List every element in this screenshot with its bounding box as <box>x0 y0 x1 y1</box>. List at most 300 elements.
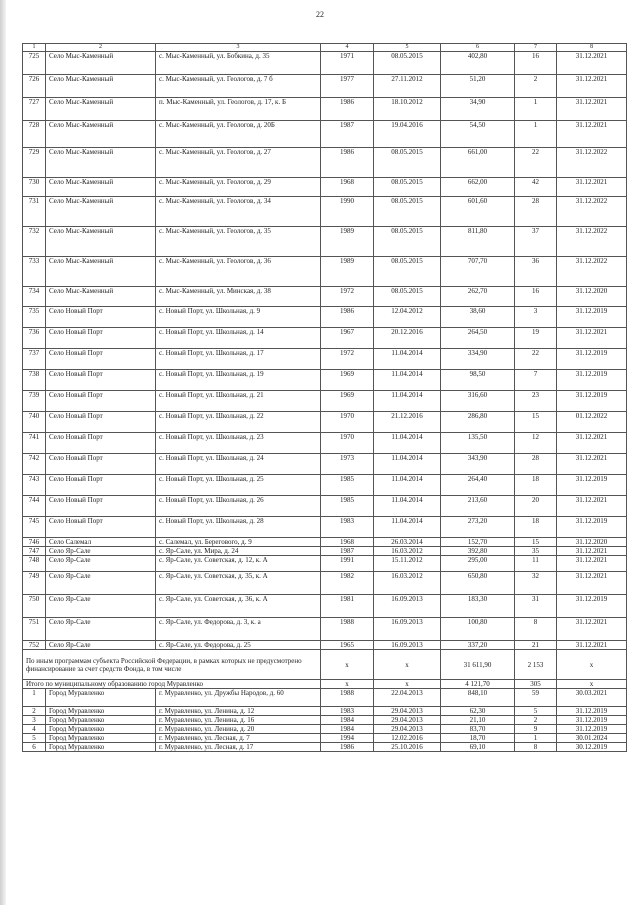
area-cell: 316,60 <box>441 391 515 412</box>
table-row <box>23 121 627 148</box>
table-row <box>23 641 627 650</box>
address-cell: с. Яр-Сале, ул. Советская, д. 12, к. А <box>156 556 321 572</box>
people-cell: 16 <box>515 52 557 75</box>
area-cell: 18,70 <box>441 734 515 743</box>
table-row <box>23 547 627 556</box>
date-cell: 16.03.2012 <box>374 547 441 556</box>
deadline-cell: 31.12.2021 <box>557 618 627 641</box>
settlement-cell: Город Муравленко <box>46 734 156 743</box>
table-row <box>23 743 627 752</box>
people-cell: 22 <box>515 148 557 178</box>
address-cell: г. Муравленко, ул. Ленина, д. 20 <box>156 725 321 734</box>
table-row <box>23 328 627 349</box>
deadline-cell: 31.12.2021 <box>557 178 627 197</box>
area-cell: 661,00 <box>441 148 515 178</box>
year-cell: 1985 <box>321 496 374 517</box>
people-cell: 2 <box>515 716 557 725</box>
people-cell: 3 <box>515 307 557 328</box>
settlement-cell: Село Новый Порт <box>46 328 156 349</box>
row-number: 727 <box>23 98 46 121</box>
year-cell: 1968 <box>321 538 374 547</box>
total-label: Итого по муниципальному образованию город Муравленко <box>23 680 321 689</box>
total-cell: x <box>557 680 627 689</box>
address-cell: с. Яр-Сале, ул. Мира, д. 24 <box>156 547 321 556</box>
table-row <box>23 517 627 538</box>
total-cell: x <box>374 650 441 680</box>
date-cell: 19.04.2016 <box>374 121 441 148</box>
area-cell: 273,20 <box>441 517 515 538</box>
total-cell: x <box>557 650 627 680</box>
deadline-cell: 31.12.2019 <box>557 475 627 496</box>
row-number: 740 <box>23 412 46 433</box>
address-cell: с. Новый Порт, ул. Школьная, д. 28 <box>156 517 321 538</box>
address-cell: с. Новый Порт, ул. Школьная, д. 19 <box>156 370 321 391</box>
address-cell: с. Мыс-Каменный, ул. Геологов, д. 34 <box>156 197 321 227</box>
row-number: 733 <box>23 257 46 287</box>
year-cell: 1967 <box>321 328 374 349</box>
people-cell: 18 <box>515 475 557 496</box>
area-cell: 54,50 <box>441 121 515 148</box>
table-row <box>23 538 627 547</box>
year-cell: 1965 <box>321 641 374 650</box>
table-body <box>23 44 627 752</box>
people-cell: 16 <box>515 287 557 307</box>
settlement-cell: Село Мыс-Каменный <box>46 98 156 121</box>
people-cell: 15 <box>515 538 557 547</box>
area-cell: 98,50 <box>441 370 515 391</box>
year-cell: 1987 <box>321 121 374 148</box>
area-cell: 83,70 <box>441 725 515 734</box>
address-cell: с. Яр-Сале, ул. Советская, д. 35, к. А <box>156 572 321 595</box>
people-cell: 9 <box>515 725 557 734</box>
date-cell: 12.04.2012 <box>374 307 441 328</box>
year-cell: 1988 <box>321 618 374 641</box>
deadline-cell: 31.12.2022 <box>557 148 627 178</box>
year-cell: 1986 <box>321 307 374 328</box>
address-cell: с. Салемал, ул. Берегового, д. 9 <box>156 538 321 547</box>
people-cell: 15 <box>515 412 557 433</box>
area-cell: 334,90 <box>441 349 515 370</box>
table-row <box>23 370 627 391</box>
area-cell: 262,70 <box>441 287 515 307</box>
date-cell: 11.04.2014 <box>374 349 441 370</box>
people-cell: 1 <box>515 121 557 148</box>
year-cell: 1977 <box>321 75 374 98</box>
date-cell: 08.05.2015 <box>374 257 441 287</box>
area-cell: 135,50 <box>441 433 515 454</box>
address-cell: с. Мыс-Каменный, ул. Бобкина, д. 35 <box>156 52 321 75</box>
table-row <box>23 257 627 287</box>
year-cell: 1973 <box>321 454 374 475</box>
year-cell: 1988 <box>321 689 374 707</box>
settlement-cell: Город Муравленко <box>46 689 156 707</box>
total-area: 31 611,90 <box>441 650 515 680</box>
table-row <box>23 287 627 307</box>
address-cell: г. Муравленко, ул. Лесная, д. 17 <box>156 743 321 752</box>
address-cell: с. Новый Порт, ул. Школьная, д. 26 <box>156 496 321 517</box>
year-cell: 1989 <box>321 227 374 257</box>
date-cell: 12.02.2016 <box>374 734 441 743</box>
deadline-cell: 31.12.2019 <box>557 707 627 716</box>
year-cell: 1989 <box>321 257 374 287</box>
year-cell: 1985 <box>321 475 374 496</box>
deadline-cell: 31.12.2021 <box>557 641 627 650</box>
address-cell: с. Мыс-Каменный, ул. Геологов, д. 20Б <box>156 121 321 148</box>
row-number: 741 <box>23 433 46 454</box>
people-cell: 28 <box>515 197 557 227</box>
deadline-cell: 31.12.2021 <box>557 547 627 556</box>
address-cell: г. Муравленко, ул. Дружбы Народов, д. 60 <box>156 689 321 707</box>
row-number: 752 <box>23 641 46 650</box>
col-header: 5 <box>374 44 441 52</box>
people-cell: 11 <box>515 556 557 572</box>
settlement-cell: Село Новый Порт <box>46 349 156 370</box>
address-cell: с. Новый Порт, ул. Школьная, д. 21 <box>156 391 321 412</box>
people-cell: 19 <box>515 328 557 349</box>
deadline-cell: 31.12.2019 <box>557 307 627 328</box>
address-cell: с. Мыс-Каменный, ул. Геологов, д. 36 <box>156 257 321 287</box>
table-row <box>23 689 627 707</box>
row-number: 3 <box>23 716 46 725</box>
table-row <box>23 725 627 734</box>
date-cell: 21.12.2016 <box>374 412 441 433</box>
total-cell: x <box>374 680 441 689</box>
deadline-cell: 31.12.2021 <box>557 121 627 148</box>
year-cell: 1970 <box>321 433 374 454</box>
settlement-cell: Село Яр-Сале <box>46 547 156 556</box>
date-cell: 27.11.2012 <box>374 75 441 98</box>
settlement-cell: Село Новый Порт <box>46 370 156 391</box>
row-number: 2 <box>23 707 46 716</box>
date-cell: 11.04.2014 <box>374 475 441 496</box>
table-row <box>23 454 627 475</box>
area-cell: 343,90 <box>441 454 515 475</box>
area-cell: 848,10 <box>441 689 515 707</box>
area-cell: 264,50 <box>441 328 515 349</box>
row-number: 4 <box>23 725 46 734</box>
col-header: 3 <box>156 44 321 52</box>
col-header: 7 <box>515 44 557 52</box>
address-cell: с. Новый Порт, ул. Школьная, д. 22 <box>156 412 321 433</box>
deadline-cell: 31.12.2021 <box>557 433 627 454</box>
table-row <box>23 52 627 75</box>
people-cell: 1 <box>515 734 557 743</box>
table-row <box>23 734 627 743</box>
settlement-cell: Село Новый Порт <box>46 496 156 517</box>
address-cell: с. Новый Порт, ул. Школьная, д. 23 <box>156 433 321 454</box>
date-cell: 15.11.2012 <box>374 556 441 572</box>
deadline-cell: 31.12.2019 <box>557 391 627 412</box>
settlement-cell: Город Муравленко <box>46 743 156 752</box>
people-cell: 59 <box>515 689 557 707</box>
row-number: 751 <box>23 618 46 641</box>
area-cell: 650,80 <box>441 572 515 595</box>
table-row <box>23 572 627 595</box>
date-cell: 22.04.2013 <box>374 689 441 707</box>
total-people: 305 <box>515 680 557 689</box>
settlement-cell: Село Мыс-Каменный <box>46 227 156 257</box>
area-cell: 38,60 <box>441 307 515 328</box>
date-cell: 25.10.2016 <box>374 743 441 752</box>
date-cell: 11.04.2014 <box>374 454 441 475</box>
deadline-cell: 30.12.2019 <box>557 743 627 752</box>
year-cell: 1970 <box>321 412 374 433</box>
area-cell: 69,10 <box>441 743 515 752</box>
year-cell: 1986 <box>321 98 374 121</box>
people-cell: 23 <box>515 391 557 412</box>
date-cell: 08.05.2015 <box>374 148 441 178</box>
area-cell: 337,20 <box>441 641 515 650</box>
people-cell: 18 <box>515 517 557 538</box>
row-number: 750 <box>23 595 46 618</box>
year-cell: 1994 <box>321 734 374 743</box>
date-cell: 29.04.2013 <box>374 707 441 716</box>
people-cell: 8 <box>515 743 557 752</box>
area-cell: 51,20 <box>441 75 515 98</box>
settlement-cell: Село Новый Порт <box>46 475 156 496</box>
address-cell: с. Новый Порт, ул. Школьная, д. 9 <box>156 307 321 328</box>
deadline-cell: 31.12.2019 <box>557 349 627 370</box>
table-row <box>23 595 627 618</box>
row-number: 748 <box>23 556 46 572</box>
col-header: 1 <box>23 44 46 52</box>
date-cell: 08.05.2015 <box>374 227 441 257</box>
area-cell: 264,40 <box>441 475 515 496</box>
address-cell: с. Новый Порт, ул. Школьная, д. 14 <box>156 328 321 349</box>
people-cell: 7 <box>515 370 557 391</box>
year-cell: 1983 <box>321 707 374 716</box>
deadline-cell: 31.12.2019 <box>557 517 627 538</box>
date-cell: 18.10.2012 <box>374 98 441 121</box>
row-number: 742 <box>23 454 46 475</box>
area-cell: 152,70 <box>441 538 515 547</box>
people-cell: 1 <box>515 98 557 121</box>
people-cell: 37 <box>515 227 557 257</box>
settlement-cell: Село Мыс-Каменный <box>46 287 156 307</box>
row-number: 737 <box>23 349 46 370</box>
row-number: 749 <box>23 572 46 595</box>
other-programs-row <box>23 650 627 680</box>
deadline-cell: 31.12.2022 <box>557 257 627 287</box>
total-cell: x <box>321 680 374 689</box>
people-cell: 36 <box>515 257 557 287</box>
row-number: 730 <box>23 178 46 197</box>
table-row <box>23 433 627 454</box>
table-row <box>23 148 627 178</box>
settlement-cell: Село Мыс-Каменный <box>46 178 156 197</box>
settlement-cell: Село Новый Порт <box>46 412 156 433</box>
table-row <box>23 349 627 370</box>
deadline-cell: 31.12.2019 <box>557 595 627 618</box>
address-cell: п. Мыс-Каменный, ул. Геологов, д. 17, к. Б <box>156 98 321 121</box>
people-cell: 12 <box>515 433 557 454</box>
housing-table <box>22 43 627 752</box>
table-row <box>23 391 627 412</box>
table-row <box>23 556 627 572</box>
col-header: 8 <box>557 44 627 52</box>
row-number: 738 <box>23 370 46 391</box>
area-cell: 34,90 <box>441 98 515 121</box>
col-header: 4 <box>321 44 374 52</box>
year-cell: 1991 <box>321 556 374 572</box>
muni-total-row <box>23 680 627 689</box>
settlement-cell: Село Яр-Сале <box>46 572 156 595</box>
people-cell: 2 <box>515 75 557 98</box>
address-cell: с. Яр-Сале, ул. Федорова, д. 25 <box>156 641 321 650</box>
settlement-cell: Село Мыс-Каменный <box>46 52 156 75</box>
col-header: 6 <box>441 44 515 52</box>
row-number: 6 <box>23 743 46 752</box>
area-cell: 601,60 <box>441 197 515 227</box>
area-cell: 662,00 <box>441 178 515 197</box>
total-label: По иным программам субъекта Российской Федерации, в рамках которых не предусмотрено финансирование за счет средств Фонда, в том числе <box>23 650 321 680</box>
date-cell: 16.09.2013 <box>374 618 441 641</box>
row-number: 745 <box>23 517 46 538</box>
area-cell: 392,80 <box>441 547 515 556</box>
deadline-cell: 31.12.2021 <box>557 556 627 572</box>
people-cell: 22 <box>515 349 557 370</box>
deadline-cell: 31.12.2021 <box>557 572 627 595</box>
year-cell: 1986 <box>321 743 374 752</box>
deadline-cell: 30.01.2024 <box>557 734 627 743</box>
date-cell: 08.05.2015 <box>374 197 441 227</box>
area-cell: 100,80 <box>441 618 515 641</box>
table-row <box>23 75 627 98</box>
deadline-cell: 30.03.2021 <box>557 689 627 707</box>
date-cell: 08.05.2015 <box>374 178 441 197</box>
address-cell: с. Новый Порт, ул. Школьная, д. 17 <box>156 349 321 370</box>
people-cell: 8 <box>515 618 557 641</box>
area-cell: 402,80 <box>441 52 515 75</box>
row-number: 5 <box>23 734 46 743</box>
total-area: 4 121,70 <box>441 680 515 689</box>
row-number: 735 <box>23 307 46 328</box>
people-cell: 20 <box>515 496 557 517</box>
column-number-row <box>23 44 627 52</box>
settlement-cell: Село Новый Порт <box>46 454 156 475</box>
row-number: 732 <box>23 227 46 257</box>
address-cell: г. Муравленко, ул. Ленина, д. 16 <box>156 716 321 725</box>
row-number: 1 <box>23 689 46 707</box>
table-row <box>23 98 627 121</box>
date-cell: 29.04.2013 <box>374 725 441 734</box>
year-cell: 1990 <box>321 197 374 227</box>
deadline-cell: 31.12.2019 <box>557 370 627 391</box>
deadline-cell: 31.12.2020 <box>557 538 627 547</box>
deadline-cell: 31.12.2021 <box>557 496 627 517</box>
date-cell: 08.05.2015 <box>374 52 441 75</box>
deadline-cell: 01.12.2022 <box>557 412 627 433</box>
row-number: 725 <box>23 52 46 75</box>
table-row <box>23 716 627 725</box>
deadline-cell: 31.12.2020 <box>557 287 627 307</box>
row-number: 728 <box>23 121 46 148</box>
people-cell: 31 <box>515 595 557 618</box>
date-cell: 16.09.2013 <box>374 641 441 650</box>
address-cell: с. Мыс-Каменный, ул. Минская, д. 38 <box>156 287 321 307</box>
year-cell: 1969 <box>321 391 374 412</box>
settlement-cell: Село Яр-Сале <box>46 556 156 572</box>
year-cell: 1983 <box>321 517 374 538</box>
area-cell: 295,00 <box>441 556 515 572</box>
table-row <box>23 707 627 716</box>
people-cell: 21 <box>515 641 557 650</box>
address-cell: с. Новый Порт, ул. Школьная, д. 25 <box>156 475 321 496</box>
col-header: 2 <box>46 44 156 52</box>
settlement-cell: Село Яр-Сале <box>46 595 156 618</box>
settlement-cell: Село Мыс-Каменный <box>46 257 156 287</box>
table-row <box>23 475 627 496</box>
area-cell: 62,30 <box>441 707 515 716</box>
table-row <box>23 197 627 227</box>
address-cell: с. Мыс-Каменный, ул. Геологов, д. 7 б <box>156 75 321 98</box>
address-cell: с. Мыс-Каменный, ул. Геологов, д. 35 <box>156 227 321 257</box>
date-cell: 26.03.2014 <box>374 538 441 547</box>
year-cell: 1982 <box>321 572 374 595</box>
year-cell: 1986 <box>321 148 374 178</box>
row-number: 729 <box>23 148 46 178</box>
date-cell: 29.04.2013 <box>374 716 441 725</box>
table-row <box>23 227 627 257</box>
people-cell: 35 <box>515 547 557 556</box>
table-row <box>23 496 627 517</box>
settlement-cell: Село Яр-Сале <box>46 641 156 650</box>
date-cell: 11.04.2014 <box>374 517 441 538</box>
year-cell: 1968 <box>321 178 374 197</box>
row-number: 739 <box>23 391 46 412</box>
total-people: 2 153 <box>515 650 557 680</box>
area-cell: 21,10 <box>441 716 515 725</box>
deadline-cell: 31.12.2021 <box>557 328 627 349</box>
people-cell: 42 <box>515 178 557 197</box>
settlement-cell: Село Новый Порт <box>46 517 156 538</box>
people-cell: 5 <box>515 707 557 716</box>
settlement-cell: Село Мыс-Каменный <box>46 121 156 148</box>
settlement-cell: Город Муравленко <box>46 707 156 716</box>
deadline-cell: 31.12.2021 <box>557 75 627 98</box>
deadline-cell: 31.12.2022 <box>557 197 627 227</box>
date-cell: 16.03.2012 <box>374 572 441 595</box>
year-cell: 1981 <box>321 595 374 618</box>
people-cell: 32 <box>515 572 557 595</box>
row-number: 734 <box>23 287 46 307</box>
area-cell: 183,30 <box>441 595 515 618</box>
date-cell: 11.04.2014 <box>374 433 441 454</box>
table-row <box>23 307 627 328</box>
address-cell: с. Яр-Сале, ул. Федорова, д. 3, к. а <box>156 618 321 641</box>
total-cell: x <box>321 650 374 680</box>
settlement-cell: Село Новый Порт <box>46 391 156 412</box>
deadline-cell: 31.12.2019 <box>557 716 627 725</box>
year-cell: 1987 <box>321 547 374 556</box>
row-number: 726 <box>23 75 46 98</box>
deadline-cell: 31.12.2021 <box>557 454 627 475</box>
year-cell: 1984 <box>321 725 374 734</box>
page-number: 22 <box>316 10 324 19</box>
area-cell: 811,80 <box>441 227 515 257</box>
row-number: 736 <box>23 328 46 349</box>
area-cell: 286,80 <box>441 412 515 433</box>
date-cell: 08.05.2015 <box>374 287 441 307</box>
date-cell: 20.12.2016 <box>374 328 441 349</box>
deadline-cell: 31.12.2021 <box>557 98 627 121</box>
settlement-cell: Село Мыс-Каменный <box>46 148 156 178</box>
deadline-cell: 31.12.2019 <box>557 725 627 734</box>
deadline-cell: 31.12.2022 <box>557 227 627 257</box>
year-cell: 1969 <box>321 370 374 391</box>
settlement-cell: Село Новый Порт <box>46 307 156 328</box>
date-cell: 11.04.2014 <box>374 496 441 517</box>
